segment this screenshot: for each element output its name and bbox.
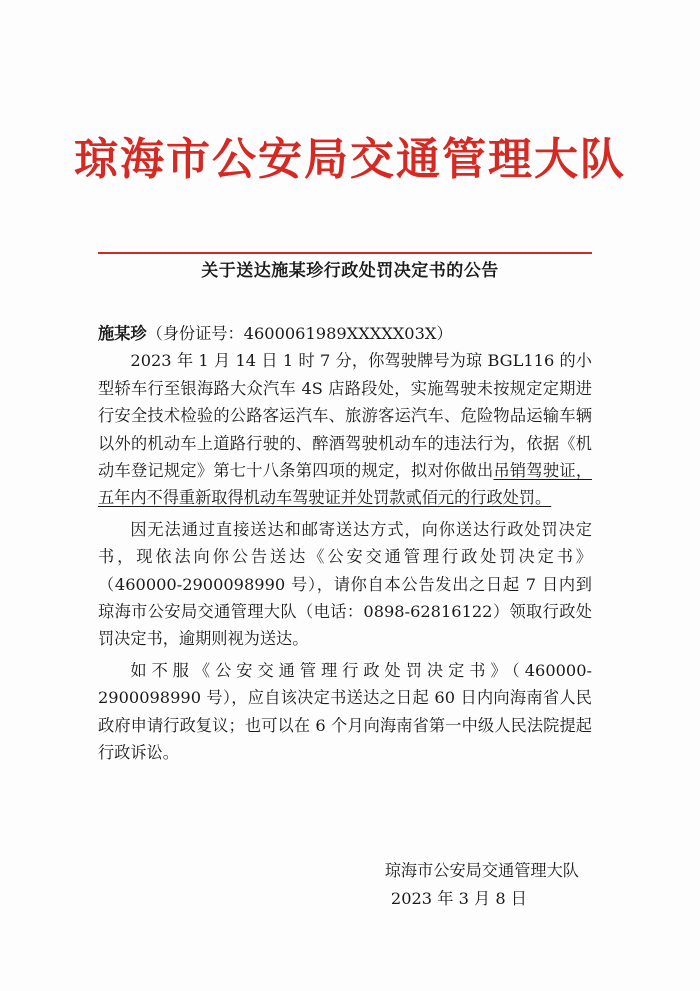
notice-title: 关于送达施某珍行政处罚决定书的公告 <box>201 261 499 281</box>
addressee-name: 施某珍 <box>98 324 147 343</box>
appeal-paragraph: 如不服《公安交通管理行政处罚决定书》（460000-2900098990 号），应自该决定书送达之日起 60 日内向海南省人民政府申请行政复议；也可以在 6 个月向海南省第一中级人民法院提起行政诉讼。 <box>98 660 592 763</box>
header-divider <box>98 252 592 254</box>
issuing-org-header: 琼海市公安局交通管理大队 <box>74 134 626 185</box>
signature-date: 2023 年 3 月 8 日 <box>390 889 527 908</box>
notice-body <box>98 320 592 767</box>
penalty-text: 吊销驾驶证，五年内不得重新取得机动车驾驶证并处罚款贰佰元的行政处罚。 <box>98 461 593 508</box>
signature-org: 琼海市公安局交通管理大队 <box>384 861 579 880</box>
violation-paragraph <box>98 347 592 511</box>
service-paragraph: 因无法通过直接送达和邮寄送达方式，向你送达行政处罚决定书，现依法向你公告送达《公安交通管理行政处罚决定书》（460000-2900098990 号），请你自本公告发出之日起 7 日内到琼海市公安局交通管理大队（电话：0898-62816122）领取行政处罚决定书，逾期则视为送达。 <box>98 519 592 649</box>
violation-text: 2023 年 1 月 14 日 1 时 7 分，你驾驶牌号为琼 BGL116 的小型轿车行至银海路大众汽车 4S 店路段处，实施驾驶未按规定定期进行安全技术检验的公路客运汽车、旅游客运汽车、危险物品运输车辆以外的机动车上道路行驶的、醉酒驾驶机动车的违法行为，依据《机动车登记规定》第七十八条第四项的规定，拟对你做出 <box>98 351 592 481</box>
addressee-id: （身份证号：4600061989XXXXX03X） <box>146 324 453 343</box>
addressee-line <box>98 320 592 347</box>
